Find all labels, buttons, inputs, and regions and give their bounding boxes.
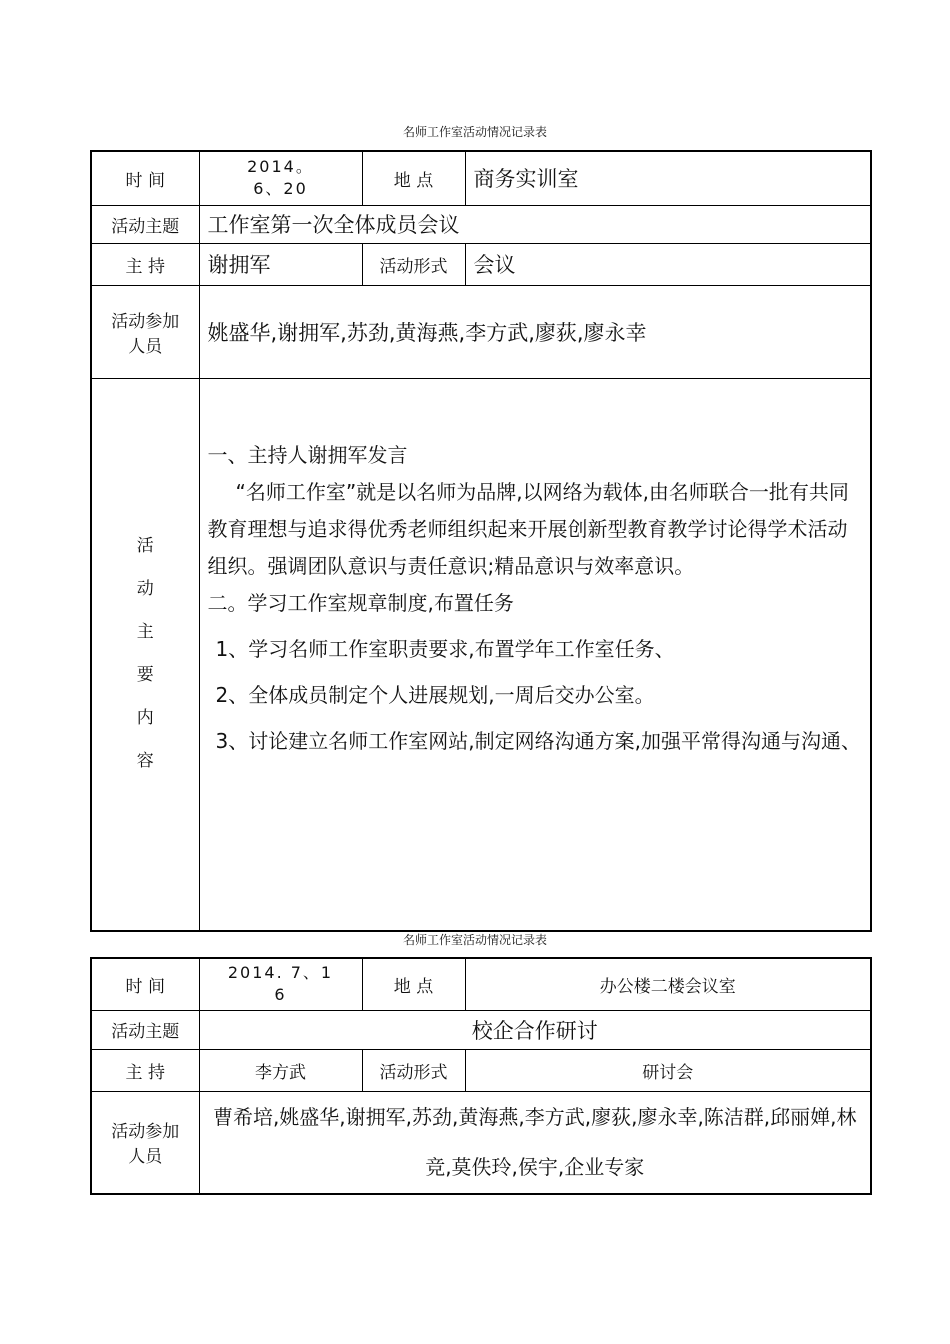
content-item-2: 2、全体成员制定个人进展规划,一周后交办公室。 <box>215 682 655 707</box>
content-label-char: 要 <box>136 665 154 686</box>
content-item-1: 1、学习名师工作室职责要求,布置学年工作室任务、 <box>215 636 675 661</box>
participants-label-line2: 人员 <box>128 336 163 357</box>
record1-table <box>90 150 872 932</box>
form-label: 活动形式 <box>362 243 465 285</box>
record2-title: 名师工作室活动情况记录表 <box>402 933 547 947</box>
date-cell <box>199 958 362 1010</box>
participants-value: 姚盛华,谢拥军,苏劲,黄海燕,李方武,廖荻,廖永幸 <box>199 285 871 378</box>
record1-title: 名师工作室活动情况记录表 <box>402 125 547 139</box>
place-label: 地 点 <box>362 958 465 1010</box>
participants-label-line2: 人员 <box>128 1147 163 1168</box>
participants-label-line1: 活动参加 <box>111 1122 180 1143</box>
date-cell <box>199 151 362 205</box>
content-label-char: 活 <box>136 536 154 557</box>
content-label <box>91 378 199 931</box>
place-label: 地 点 <box>362 151 465 205</box>
place-value: 办公楼二楼会议室 <box>465 958 871 1010</box>
participants-value: 曹希培,姚盛华,谢拥军,苏劲,黄海燕,李方武,廖荻,廖永幸,陈洁群,邱丽婵,林竞,莫佚玲,侯宇,企业专家 <box>199 1091 871 1194</box>
time-label: 时 间 <box>91 958 199 1010</box>
content-label-char: 主 <box>136 622 154 643</box>
theme-label: 活动主题 <box>91 1010 199 1049</box>
host-label: 主 持 <box>91 243 199 285</box>
content-label-char: 动 <box>136 579 154 600</box>
date-line1: 2014. 7、1 <box>227 963 334 983</box>
date-line1: 2014。 <box>247 157 314 177</box>
content-label-char: 容 <box>136 751 154 772</box>
host-value: 李方武 <box>199 1049 362 1091</box>
participants-label <box>91 285 199 378</box>
host-label: 主 持 <box>91 1049 199 1091</box>
theme-label: 活动主题 <box>91 205 199 243</box>
participants-label <box>91 1091 199 1194</box>
theme-value: 校企合作研讨 <box>199 1010 871 1049</box>
time-label: 时 间 <box>91 151 199 205</box>
content-heading-2: 二。学习工作室规章制度,布置任务 <box>207 590 514 615</box>
form-label: 活动形式 <box>362 1049 465 1091</box>
form-value: 研讨会 <box>465 1049 871 1091</box>
content-label-char: 内 <box>136 708 154 729</box>
place-value: 商务实训室 <box>465 151 871 205</box>
participants-label-line1: 活动参加 <box>111 311 180 332</box>
theme-value: 工作室第一次全体成员会议 <box>199 205 871 243</box>
record2-table <box>90 957 872 1195</box>
host-value: 谢拥军 <box>199 243 362 285</box>
content-item-3: 3、讨论建立名师工作室网站,制定网络沟通方案,加强平常得沟通与沟通、 <box>215 728 861 753</box>
form-value: 会议 <box>465 243 871 285</box>
date-line2: 6、20 <box>253 179 308 199</box>
content-paragraph-1: “名师工作室”就是以名师为品牌,以网络为载体,由名师联合一批有共同教育理想与追求得优秀老师组织起来开展创新型教育教学讨论得学术活动组织。强调团队意识与责任意识;精品意识与效率意识。 <box>207 479 849 578</box>
content-body <box>199 378 871 931</box>
content-heading-1: 一、主持人谢拥军发言 <box>207 442 408 467</box>
date-line2: 6 <box>274 985 287 1005</box>
